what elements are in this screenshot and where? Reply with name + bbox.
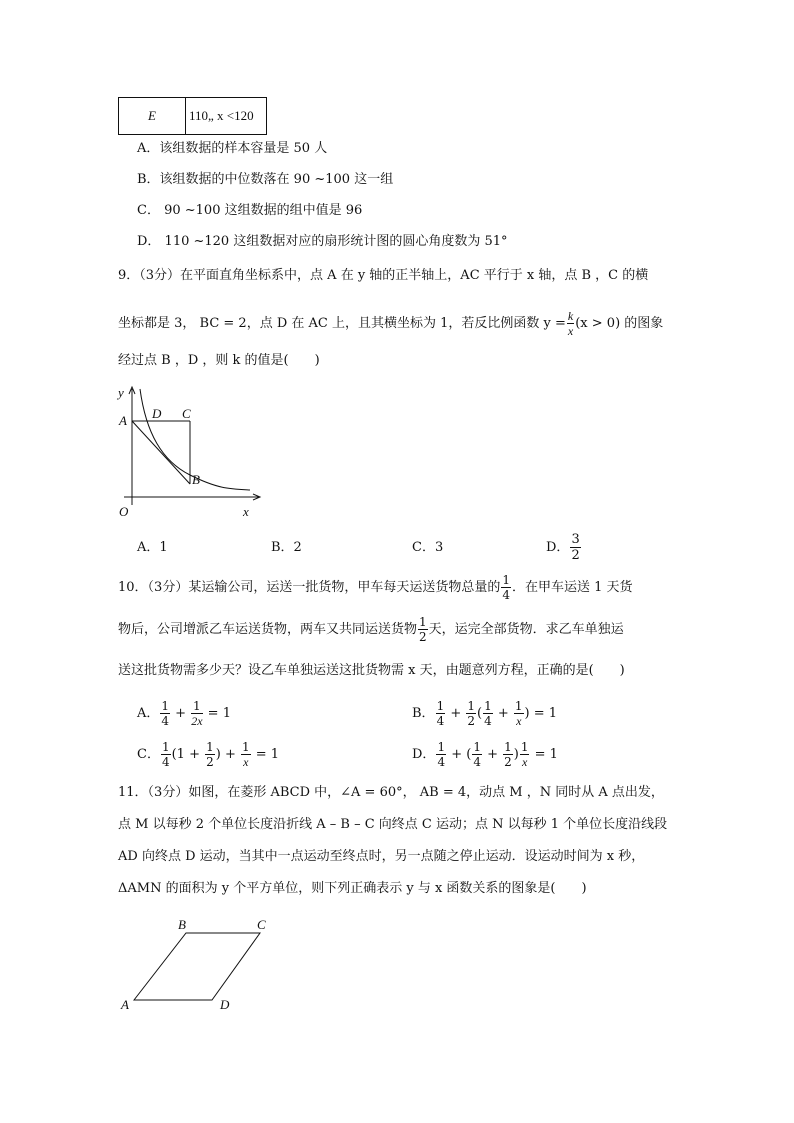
q9-option-d: D． $\frac{3}{2}$ (546, 532, 580, 563)
q8-option-c: C． 90 ~100 这组数据的组中值是 96 (137, 203, 363, 218)
segment-ab (132, 421, 190, 484)
q8-option-d: D． 110 ~120 这组数据对应的扇形统计图的圆心角度数为 51° (137, 234, 508, 249)
q9-fraction-k-over-x: $\frac{k}{x}$ (567, 309, 574, 338)
q9-line-3: 经过点 B ，D ，则 k 的值是( ) (118, 353, 320, 368)
label-d: D (152, 406, 162, 421)
label-b: B (178, 917, 186, 932)
label-c: C (182, 406, 191, 421)
label-o: O (119, 504, 129, 519)
q9-line-2 (118, 306, 663, 342)
q10-line-3: 送这批货物需多少天？设乙车单独运送这批货物需 x 天，由题意列方程，正确的是( ) (118, 663, 625, 678)
q9-line-2a: 坐标都是 3， BC = 2，点 D 在 AC 上，且其横坐标为 1，若反比例函数 y = (118, 316, 566, 331)
q11-line-1: 11．（3分）如图，在菱形 ABCD 中，∠A = 60°， AB = 4，动点 M ，N 同时从 A 点出发， (118, 785, 664, 800)
label-x: x (243, 504, 249, 519)
q11-line-3: AD 向终点 D 运动，当其中一点运动至终点时，另一点随之停止运动．设运动时间为 x 秒， (118, 849, 645, 864)
label-a: A (119, 413, 127, 428)
q9-option-c: C．3 (412, 540, 444, 555)
q10-option-d: D． $\frac{1}{4}$ + ( $\frac{1}{4}$ + $\frac{1}{2}$ ) $\frac{1}{x}$ = 1 (412, 740, 558, 769)
table-row (119, 98, 267, 135)
q11-rhombus-figure (112, 912, 282, 1016)
q8-option-a: A．该组数据的样本容量是 50 人 (137, 141, 328, 156)
q9-option-a: A．1 (137, 540, 168, 555)
rhombus-abcd (134, 933, 260, 1000)
q9-line-1: 9．（3分）在平面直角坐标系中，点 A 在 y 轴的正半轴上，AC 平行于 x 轴，点 B ，C 的横 (118, 268, 649, 283)
q9-option-d-fraction: $\frac{3}{2}$ (571, 532, 580, 563)
label-y: y (118, 385, 124, 400)
q10-line-2: 物后，公司增派乙车运送货物，两车又共同运送货物 $\frac{1}{2}$ 天，运完全部货物．求乙车单独运 (118, 615, 624, 644)
label-a: A (121, 997, 129, 1012)
frequency-table (118, 97, 267, 135)
q9-line-2b: (x > 0) 的图象 (575, 316, 664, 331)
table-cell-group: E (119, 98, 186, 135)
q11-line-2: 点 M 以每秒 2 个单位长度沿折线 A – B – C 向终点 C 运动；点 N 以每秒 1 个单位长度沿线段 (118, 817, 668, 832)
label-d: D (220, 997, 230, 1012)
label-c: C (257, 917, 266, 932)
q9-option-b: B．2 (271, 540, 302, 555)
q10-option-c: C． $\frac{1}{4}$ (1 + $\frac{1}{2}$ ) + $\frac{1}{x}$ = 1 (137, 740, 280, 769)
q10-line-1: 10．（3分）某运输公司，运送一批货物，甲车每天运送货物总量的 $\frac{1}{4}$ ．在甲车运送 1 天货 (118, 573, 633, 602)
q10-fraction-half: $\frac{1}{2}$ (419, 615, 427, 644)
q10-option-a: A． $\frac{1}{4}$ + $\frac{1}{2x}$ = 1 (137, 699, 231, 728)
q8-option-b: B．该组数据的中位数落在 90 ~100 这一组 (137, 172, 394, 187)
q9-coordinate-graph (110, 383, 270, 523)
q10-option-b: B． $\frac{1}{4}$ + $\frac{1}{2}$ ( $\frac{1}{4}$ + $\frac{1}{x}$ ) = 1 (412, 699, 558, 728)
table-cell-range: 110„ x <120 (186, 98, 267, 135)
label-b: B (192, 472, 200, 487)
q11-line-4: ΔAMN 的面积为 y 个平方单位，则下列正确表示 y 与 x 函数关系的图象是( ) (118, 881, 587, 896)
q10-fraction-quarter: $\frac{1}{4}$ (502, 573, 510, 602)
